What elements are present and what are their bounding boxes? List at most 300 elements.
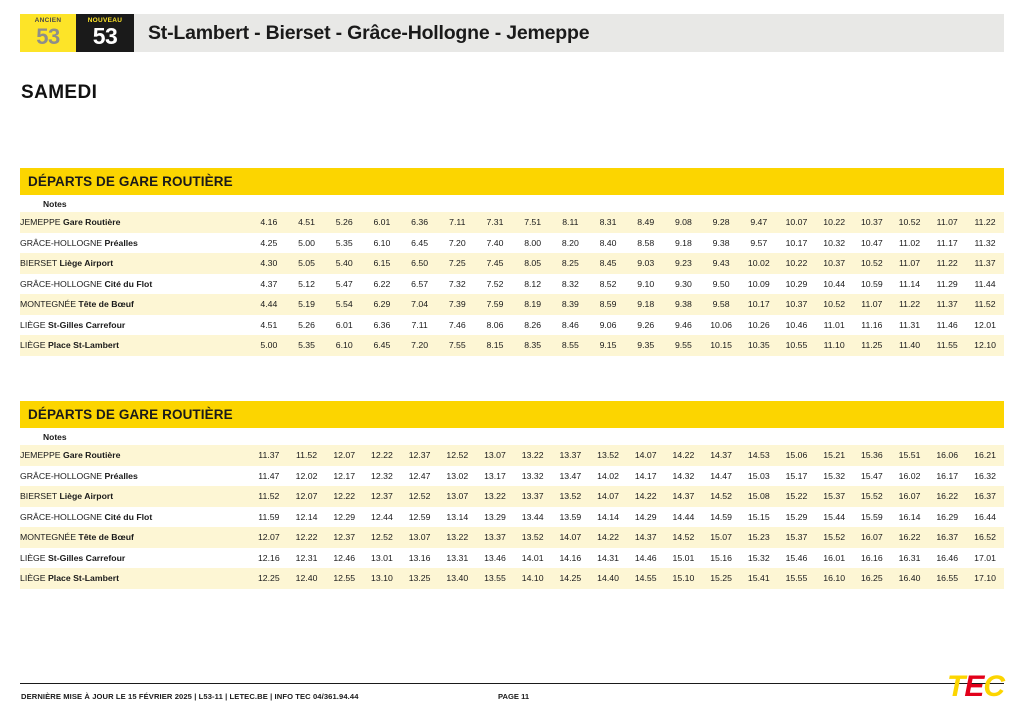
departure-time-cell: 12.31 — [288, 548, 326, 569]
departure-time-cell: 7.55 — [438, 335, 476, 356]
schedule-block-2-header — [20, 401, 1004, 428]
schedule-block-1-title: DÉPARTS DE GARE ROUTIÈRE — [28, 174, 233, 189]
departure-time-cell: 12.07 — [325, 445, 363, 466]
notes-label: Notes — [43, 431, 67, 442]
stop-city: BIERSET — [20, 258, 60, 269]
departure-time-cell: 10.46 — [778, 315, 816, 336]
departure-time-cell: 12.22 — [288, 527, 326, 548]
departure-time-cell: 9.30 — [665, 274, 703, 295]
departure-time-cell: 16.25 — [853, 568, 891, 589]
departure-time-cell: 14.37 — [665, 486, 703, 507]
stop-name-cell — [20, 315, 250, 336]
departure-time-cell: 16.44 — [966, 507, 1004, 528]
line-badge-new-caption: NOUVEAU — [87, 16, 123, 24]
departure-time-cell: 11.32 — [966, 233, 1004, 254]
departure-time-cell: 15.51 — [891, 445, 929, 466]
footer-divider — [20, 683, 1004, 684]
departure-time-cell: 9.08 — [665, 212, 703, 233]
departure-time-cell: 9.35 — [627, 335, 665, 356]
departure-time-cell: 13.52 — [552, 486, 590, 507]
departure-time-cell: 12.52 — [401, 486, 439, 507]
schedule-block-1-notes — [20, 195, 1004, 212]
departure-time-cell: 13.37 — [476, 527, 514, 548]
departure-time-cell: 13.10 — [363, 568, 401, 589]
departure-time-cell: 15.52 — [815, 527, 853, 548]
departure-time-cell: 15.16 — [702, 548, 740, 569]
departure-time-cell: 15.47 — [853, 466, 891, 487]
departure-time-cell: 14.37 — [627, 527, 665, 548]
departure-time-cell: 16.14 — [891, 507, 929, 528]
departure-time-cell: 4.51 — [250, 315, 288, 336]
stop-city: MONTEGNÉE — [20, 532, 79, 543]
stop-name-cell — [20, 294, 250, 315]
departure-time-cell: 14.59 — [702, 507, 740, 528]
schedule-block-2-title: DÉPARTS DE GARE ROUTIÈRE — [28, 407, 233, 422]
departure-time-cell: 7.39 — [438, 294, 476, 315]
departure-time-cell: 13.07 — [476, 445, 514, 466]
table-row — [20, 527, 1004, 548]
departure-time-cell: 10.09 — [740, 274, 778, 295]
departure-time-cell: 4.37 — [250, 274, 288, 295]
line-badge-new — [76, 14, 134, 52]
departure-time-cell: 4.25 — [250, 233, 288, 254]
departure-time-cell: 14.25 — [552, 568, 590, 589]
departure-time-cell: 12.37 — [325, 527, 363, 548]
departure-time-cell: 10.26 — [740, 315, 778, 336]
departure-time-cell: 6.45 — [401, 233, 439, 254]
stop-city: GRÂCE-HOLLOGNE — [20, 470, 105, 481]
stop-name-cell — [20, 274, 250, 295]
departure-time-cell: 8.59 — [589, 294, 627, 315]
departure-time-cell: 16.37 — [928, 527, 966, 548]
stop-place: St-Gilles Carrefour — [48, 552, 126, 563]
departure-time-cell: 15.44 — [815, 507, 853, 528]
departure-time-cell: 11.44 — [966, 274, 1004, 295]
departure-time-cell: 11.02 — [891, 233, 929, 254]
departure-time-cell: 12.47 — [401, 466, 439, 487]
departure-time-cell: 15.07 — [702, 527, 740, 548]
stop-name-cell — [20, 466, 250, 487]
stop-city: JEMEPPE — [20, 450, 63, 461]
departure-time-cell: 11.52 — [250, 486, 288, 507]
departure-time-cell: 12.52 — [363, 527, 401, 548]
departure-time-cell: 8.00 — [514, 233, 552, 254]
stop-place: Gare Routière — [62, 450, 121, 461]
departure-time-cell: 15.52 — [853, 486, 891, 507]
departure-time-cell: 13.07 — [401, 527, 439, 548]
departure-time-cell: 10.06 — [702, 315, 740, 336]
departure-time-cell: 8.20 — [552, 233, 590, 254]
departure-time-cell: 8.26 — [514, 315, 552, 336]
departure-time-cell: 13.52 — [589, 445, 627, 466]
departure-time-cell: 10.37 — [778, 294, 816, 315]
departure-time-cell: 11.37 — [966, 253, 1004, 274]
departure-time-cell: 14.16 — [552, 548, 590, 569]
departure-time-cell: 13.02 — [438, 466, 476, 487]
schedule-table-2 — [20, 445, 1004, 589]
departure-time-cell: 8.19 — [514, 294, 552, 315]
departure-time-cell: 14.14 — [589, 507, 627, 528]
line-badge-old — [20, 14, 76, 52]
departure-time-cell: 9.58 — [702, 294, 740, 315]
departure-time-cell: 8.58 — [627, 233, 665, 254]
departure-time-cell: 13.01 — [363, 548, 401, 569]
departure-time-cell: 7.40 — [476, 233, 514, 254]
departure-time-cell: 15.10 — [665, 568, 703, 589]
departure-time-cell: 6.22 — [363, 274, 401, 295]
departure-time-cell: 16.40 — [891, 568, 929, 589]
departure-time-cell: 9.50 — [702, 274, 740, 295]
stop-city: JEMEPPE — [20, 217, 63, 228]
departure-time-cell: 5.19 — [288, 294, 326, 315]
departure-time-cell: 8.25 — [552, 253, 590, 274]
departure-time-cell: 10.47 — [853, 233, 891, 254]
departure-time-cell: 10.52 — [891, 212, 929, 233]
departure-time-cell: 4.51 — [288, 212, 326, 233]
departure-time-cell: 7.45 — [476, 253, 514, 274]
departure-time-cell: 9.38 — [702, 233, 740, 254]
stop-place: Place St-Lambert — [48, 573, 119, 584]
table-row — [20, 568, 1004, 589]
departure-time-cell: 12.22 — [363, 445, 401, 466]
departure-time-cell: 10.22 — [815, 212, 853, 233]
departure-time-cell: 10.02 — [740, 253, 778, 274]
departure-time-cell: 6.15 — [363, 253, 401, 274]
departure-time-cell: 16.22 — [928, 486, 966, 507]
departure-time-cell: 11.07 — [853, 294, 891, 315]
departure-time-cell: 17.01 — [966, 548, 1004, 569]
departure-time-cell: 9.18 — [627, 294, 665, 315]
departure-time-cell: 16.17 — [928, 466, 966, 487]
stop-city: GRÂCE-HOLLOGNE — [20, 237, 105, 248]
departure-time-cell: 5.12 — [288, 274, 326, 295]
page-title: St-Lambert - Bierset - Grâce-Hollogne - Jemeppe — [148, 21, 590, 44]
departure-time-cell: 8.15 — [476, 335, 514, 356]
departure-time-cell: 15.37 — [815, 486, 853, 507]
departure-time-cell: 11.07 — [891, 253, 929, 274]
departure-time-cell: 13.37 — [514, 486, 552, 507]
departure-time-cell: 8.35 — [514, 335, 552, 356]
departure-time-cell: 6.57 — [401, 274, 439, 295]
departure-time-cell: 4.44 — [250, 294, 288, 315]
departure-time-cell: 12.07 — [250, 527, 288, 548]
departure-time-cell: 6.36 — [401, 212, 439, 233]
tec-logo-letter-t: T — [946, 670, 965, 703]
departure-time-cell: 16.21 — [966, 445, 1004, 466]
page-header — [20, 14, 1004, 52]
departure-time-cell: 7.51 — [514, 212, 552, 233]
departure-time-cell: 15.46 — [778, 548, 816, 569]
departure-time-cell: 12.44 — [363, 507, 401, 528]
departure-time-cell: 11.37 — [928, 294, 966, 315]
schedule-block-2-notes — [20, 428, 1004, 445]
tec-logo — [947, 672, 1004, 702]
departure-time-cell: 11.16 — [853, 315, 891, 336]
table-row — [20, 294, 1004, 315]
departure-time-cell: 12.01 — [966, 315, 1004, 336]
departure-time-cell: 7.20 — [438, 233, 476, 254]
departure-time-cell: 16.16 — [853, 548, 891, 569]
departure-time-cell: 10.07 — [778, 212, 816, 233]
departure-time-cell: 8.12 — [514, 274, 552, 295]
stop-place: St-Gilles Carrefour — [48, 319, 126, 330]
departure-time-cell: 13.59 — [552, 507, 590, 528]
departure-time-cell: 6.10 — [325, 335, 363, 356]
departure-time-cell: 12.32 — [363, 466, 401, 487]
departure-time-cell: 14.47 — [702, 466, 740, 487]
departure-time-cell: 7.46 — [438, 315, 476, 336]
line-badge-old-caption: ANCIEN — [34, 17, 62, 25]
departure-time-cell: 11.07 — [928, 212, 966, 233]
departure-time-cell: 12.37 — [363, 486, 401, 507]
departure-time-cell: 14.52 — [665, 527, 703, 548]
departure-time-cell: 16.32 — [966, 466, 1004, 487]
departure-time-cell: 9.28 — [702, 212, 740, 233]
table-row — [20, 233, 1004, 254]
departure-time-cell: 15.03 — [740, 466, 778, 487]
departure-time-cell: 15.08 — [740, 486, 778, 507]
departure-time-cell: 10.35 — [740, 335, 778, 356]
departure-time-cell: 13.14 — [438, 507, 476, 528]
notes-label: Notes — [43, 198, 67, 209]
departure-time-cell: 15.15 — [740, 507, 778, 528]
departure-time-cell: 13.47 — [552, 466, 590, 487]
departure-time-cell: 13.46 — [476, 548, 514, 569]
departure-time-cell: 13.17 — [476, 466, 514, 487]
departure-time-cell: 14.52 — [702, 486, 740, 507]
stop-city: BIERSET — [20, 491, 60, 502]
stop-place: Cité du Flot — [104, 511, 153, 522]
departure-time-cell: 5.00 — [250, 335, 288, 356]
schedule-block-2 — [20, 401, 1004, 589]
departure-time-cell: 15.01 — [665, 548, 703, 569]
departure-time-cell: 8.52 — [589, 274, 627, 295]
departure-time-cell: 5.35 — [325, 233, 363, 254]
departure-time-cell: 5.47 — [325, 274, 363, 295]
departure-time-cell: 10.52 — [853, 253, 891, 274]
table-row — [20, 274, 1004, 295]
departure-time-cell: 15.59 — [853, 507, 891, 528]
departure-time-cell: 15.17 — [778, 466, 816, 487]
departure-time-cell: 12.25 — [250, 568, 288, 589]
departure-time-cell: 16.10 — [815, 568, 853, 589]
departure-time-cell: 5.00 — [288, 233, 326, 254]
departure-time-cell: 14.01 — [514, 548, 552, 569]
departure-time-cell: 9.18 — [665, 233, 703, 254]
departure-time-cell: 9.43 — [702, 253, 740, 274]
departure-time-cell: 12.52 — [438, 445, 476, 466]
departure-time-cell: 5.05 — [288, 253, 326, 274]
departure-time-cell: 16.55 — [928, 568, 966, 589]
stop-city: GRÂCE-HOLLOGNE — [20, 511, 105, 522]
schedule-block-1 — [20, 168, 1004, 356]
stop-name-cell — [20, 445, 250, 466]
departure-time-cell: 10.37 — [853, 212, 891, 233]
stop-place: Liège Airport — [59, 491, 114, 502]
departure-time-cell: 8.45 — [589, 253, 627, 274]
stop-name-cell — [20, 527, 250, 548]
departure-time-cell: 16.06 — [928, 445, 966, 466]
table-row — [20, 548, 1004, 569]
departure-time-cell: 16.07 — [891, 486, 929, 507]
departure-time-cell: 15.37 — [778, 527, 816, 548]
departure-time-cell: 9.10 — [627, 274, 665, 295]
departure-time-cell: 10.55 — [778, 335, 816, 356]
departure-time-cell: 7.20 — [401, 335, 439, 356]
departure-time-cell: 13.22 — [438, 527, 476, 548]
stop-place: Cité du Flot — [104, 278, 153, 289]
departure-time-cell: 12.55 — [325, 568, 363, 589]
departure-time-cell: 10.17 — [740, 294, 778, 315]
departure-time-cell: 8.40 — [589, 233, 627, 254]
departure-time-cell: 14.37 — [702, 445, 740, 466]
footer-page-number: PAGE 11 — [498, 692, 530, 701]
table-row — [20, 466, 1004, 487]
departure-time-cell: 6.10 — [363, 233, 401, 254]
departure-time-cell: 8.05 — [514, 253, 552, 274]
departure-time-cell: 15.21 — [815, 445, 853, 466]
departure-time-cell: 14.17 — [627, 466, 665, 487]
departure-time-cell: 11.25 — [853, 335, 891, 356]
departure-time-cell: 11.14 — [891, 274, 929, 295]
departure-time-cell: 10.22 — [778, 253, 816, 274]
day-label: SAMEDI — [21, 82, 98, 103]
footer-info: DERNIÈRE MISE À JOUR LE 15 FÉVRIER 2025 | L53-11 | LETEC.BE | INFO TEC 04/361.94.44 — [21, 692, 359, 701]
departure-time-cell: 5.26 — [288, 315, 326, 336]
departure-time-cell: 11.59 — [250, 507, 288, 528]
departure-time-cell: 9.38 — [665, 294, 703, 315]
stop-place: Tête de Bœuf — [78, 299, 134, 310]
departure-time-cell: 14.44 — [665, 507, 703, 528]
departure-time-cell: 11.22 — [966, 212, 1004, 233]
departure-time-cell: 4.30 — [250, 253, 288, 274]
departure-time-cell: 13.22 — [476, 486, 514, 507]
stop-city: LIÈGE — [20, 340, 49, 351]
departure-time-cell: 14.02 — [589, 466, 627, 487]
departure-time-cell: 9.47 — [740, 212, 778, 233]
departure-time-cell: 9.06 — [589, 315, 627, 336]
departure-time-cell: 14.46 — [627, 548, 665, 569]
departure-time-cell: 14.53 — [740, 445, 778, 466]
departure-time-cell: 14.07 — [552, 527, 590, 548]
stop-name-cell — [20, 233, 250, 254]
departure-time-cell: 11.10 — [815, 335, 853, 356]
departure-time-cell: 14.55 — [627, 568, 665, 589]
stop-city: MONTEGNÉE — [20, 299, 79, 310]
departure-time-cell: 11.22 — [891, 294, 929, 315]
departure-time-cell: 11.01 — [815, 315, 853, 336]
departure-time-cell: 12.29 — [325, 507, 363, 528]
departure-time-cell: 6.29 — [363, 294, 401, 315]
table-row — [20, 315, 1004, 336]
departure-time-cell: 11.37 — [250, 445, 288, 466]
departure-time-cell: 8.49 — [627, 212, 665, 233]
line-badge-old-number: 53 — [36, 23, 60, 49]
departure-time-cell: 7.04 — [401, 294, 439, 315]
stop-place: Tête de Bœuf — [78, 532, 134, 543]
stop-city: LIÈGE — [20, 573, 49, 584]
departure-time-cell: 8.55 — [552, 335, 590, 356]
stop-city: LIÈGE — [20, 552, 49, 563]
stop-name-cell — [20, 253, 250, 274]
departure-time-cell: 12.40 — [288, 568, 326, 589]
departure-time-cell: 11.52 — [288, 445, 326, 466]
schedule-block-1-header — [20, 168, 1004, 195]
departure-time-cell: 8.39 — [552, 294, 590, 315]
departure-time-cell: 16.37 — [966, 486, 1004, 507]
departure-time-cell: 9.46 — [665, 315, 703, 336]
departure-time-cell: 12.22 — [325, 486, 363, 507]
departure-time-cell: 8.46 — [552, 315, 590, 336]
departure-time-cell: 12.46 — [325, 548, 363, 569]
departure-time-cell: 8.32 — [552, 274, 590, 295]
departure-time-cell: 13.25 — [401, 568, 439, 589]
stop-name-cell — [20, 486, 250, 507]
departure-time-cell: 15.32 — [740, 548, 778, 569]
departure-time-cell: 11.29 — [928, 274, 966, 295]
departure-time-cell: 16.07 — [853, 527, 891, 548]
departure-time-cell: 9.03 — [627, 253, 665, 274]
table-row — [20, 507, 1004, 528]
stop-name-cell — [20, 548, 250, 569]
stop-place: Place St-Lambert — [48, 340, 119, 351]
departure-time-cell: 12.37 — [401, 445, 439, 466]
departure-time-cell: 11.55 — [928, 335, 966, 356]
departure-time-cell: 14.29 — [627, 507, 665, 528]
departure-time-cell: 14.22 — [589, 527, 627, 548]
tec-logo-letter-e: E — [964, 670, 984, 703]
table-row — [20, 253, 1004, 274]
departure-time-cell: 12.07 — [288, 486, 326, 507]
departure-time-cell: 14.22 — [665, 445, 703, 466]
departure-time-cell: 6.50 — [401, 253, 439, 274]
departure-time-cell: 9.57 — [740, 233, 778, 254]
departure-time-cell: 6.01 — [325, 315, 363, 336]
departure-time-cell: 8.31 — [589, 212, 627, 233]
stop-name-cell — [20, 212, 250, 233]
departure-time-cell: 10.17 — [778, 233, 816, 254]
departure-time-cell: 15.29 — [778, 507, 816, 528]
table-row — [20, 445, 1004, 466]
departure-time-cell: 6.01 — [363, 212, 401, 233]
departure-time-cell: 15.25 — [702, 568, 740, 589]
departure-time-cell: 15.32 — [815, 466, 853, 487]
table-row — [20, 486, 1004, 507]
departure-time-cell: 14.07 — [589, 486, 627, 507]
departure-time-cell: 13.40 — [438, 568, 476, 589]
departure-time-cell: 5.35 — [288, 335, 326, 356]
stop-place: Préalles — [104, 237, 138, 248]
departure-time-cell: 8.06 — [476, 315, 514, 336]
departure-time-cell: 10.29 — [778, 274, 816, 295]
departure-time-cell: 13.22 — [514, 445, 552, 466]
departure-time-cell: 14.10 — [514, 568, 552, 589]
departure-time-cell: 15.06 — [778, 445, 816, 466]
departure-time-cell: 17.10 — [966, 568, 1004, 589]
departure-time-cell: 11.31 — [891, 315, 929, 336]
departure-time-cell: 10.32 — [815, 233, 853, 254]
departure-time-cell: 14.31 — [589, 548, 627, 569]
departure-time-cell: 13.55 — [476, 568, 514, 589]
departure-time-cell: 14.32 — [665, 466, 703, 487]
departure-time-cell: 16.52 — [966, 527, 1004, 548]
departure-time-cell: 9.55 — [665, 335, 703, 356]
stop-city: GRÂCE-HOLLOGNE — [20, 278, 105, 289]
departure-time-cell: 9.15 — [589, 335, 627, 356]
departure-time-cell: 13.29 — [476, 507, 514, 528]
departure-time-cell: 12.14 — [288, 507, 326, 528]
departure-time-cell: 6.45 — [363, 335, 401, 356]
